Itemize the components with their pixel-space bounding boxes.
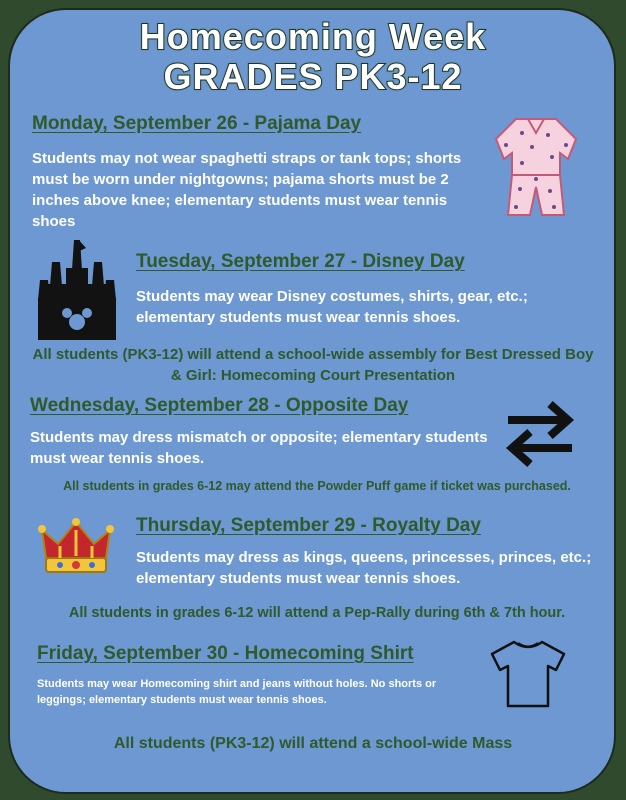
monday-heading: Monday, September 26 - Pajama Day bbox=[32, 113, 362, 134]
castle-icon bbox=[36, 240, 118, 340]
friday-note: All students (PK3-12) will attend a school-wide Mass bbox=[113, 735, 513, 752]
swap-arrows-icon bbox=[500, 398, 580, 470]
wednesday-note: All students in grades 6-12 may attend the Powder Puff game if ticket was purchased. bbox=[63, 479, 571, 493]
tuesday-text: Students may wear Disney costumes, shirts, gear, etc.; elementary students must wear tennis shoes. bbox=[136, 288, 528, 326]
tshirt-icon bbox=[486, 638, 570, 710]
thursday-heading: Thursday, September 29 - Royalty Day bbox=[136, 515, 481, 536]
pajamas-icon bbox=[492, 113, 580, 221]
wednesday-text: Students may dress mismatch or opposite; elementary students must wear tennis shoes. bbox=[30, 429, 488, 467]
tuesday-heading: Tuesday, September 27 - Disney Day bbox=[136, 251, 465, 272]
friday-heading: Friday, September 30 - Homecoming Shirt bbox=[37, 643, 414, 664]
thursday-note: All students in grades 6-12 will attend a Pep-Rally during 6th & 7th hour. bbox=[68, 605, 566, 621]
page-subtitle: GRADES PK3-12 bbox=[163, 56, 463, 97]
wednesday-heading: Wednesday, September 28 - Opposite Day bbox=[30, 395, 409, 416]
friday-text: Students may wear Homecoming shirt and jeans without holes. No shorts or leggings; elementary students must wear tennis shoes. bbox=[37, 678, 437, 706]
thursday-text: Students may dress as kings, queens, princesses, princes, etc.; elementary students must wear tennis shoes. bbox=[136, 549, 592, 587]
monday-text: Students may not wear spaghetti straps or tank tops; shorts must be worn under nightgowns; pajama shorts must be 2 inches above knee; elementary students must wear tennis shoes bbox=[32, 150, 462, 230]
page-title: Homecoming Week bbox=[139, 16, 487, 57]
tuesday-note: All students (PK3-12) will attend a school-wide assembly for Best Dressed Boy & Girl: Homecoming Court Presentation bbox=[32, 346, 594, 384]
crown-icon bbox=[38, 518, 114, 580]
